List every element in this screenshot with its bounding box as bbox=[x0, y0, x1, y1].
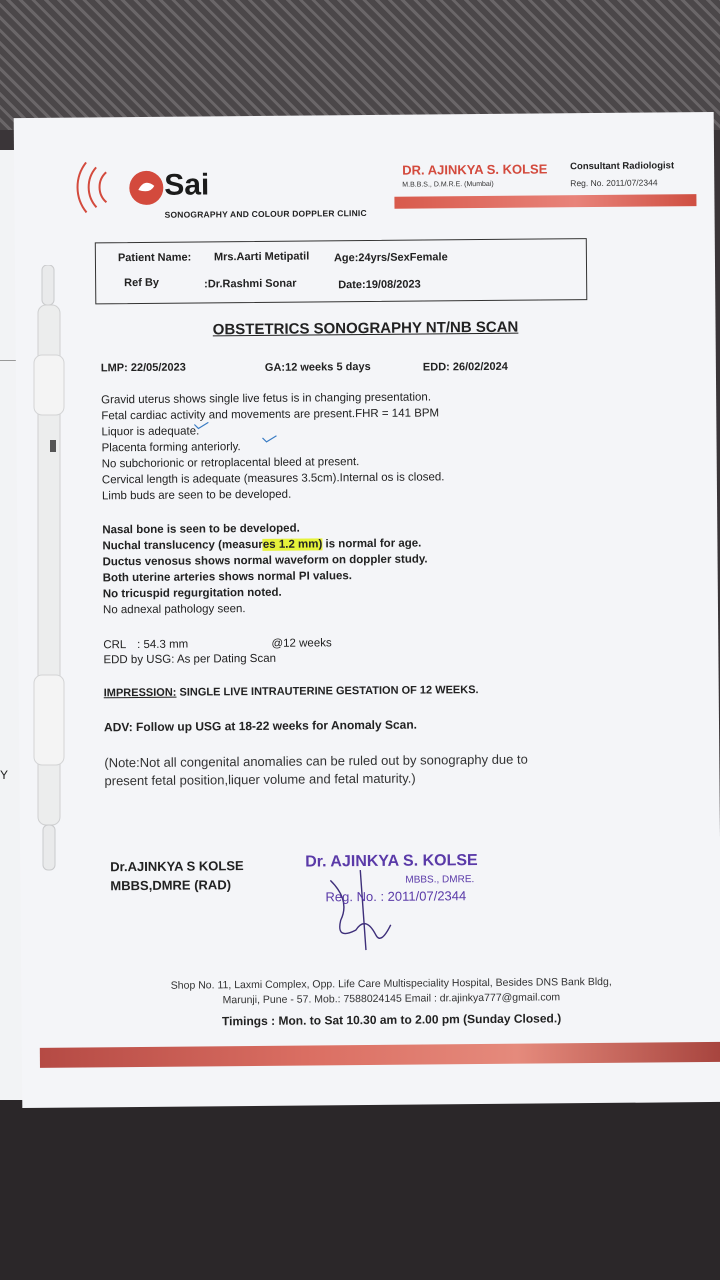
footer-color-band bbox=[40, 1042, 720, 1068]
nt-finding-line: Both uterine arteries shows normal PI values. bbox=[102, 570, 353, 585]
patient-info-box bbox=[95, 238, 588, 304]
clinic-address bbox=[111, 974, 671, 1009]
finding-line: Gravid uterus shows single live fetus is in changing presentation. bbox=[101, 391, 432, 407]
patient-name-value: Mrs.Aarti Metipatil bbox=[213, 250, 310, 264]
impression bbox=[104, 684, 479, 699]
nt-finding-line: Nasal bone is seen to be developed. bbox=[102, 522, 300, 537]
clinic-logo-icon bbox=[66, 152, 177, 223]
note-line: (Note:Not all congenital anomalies can be ruled out by sonography due to bbox=[104, 751, 528, 771]
report-title: OBSTETRICS SONOGRAPHY NT/NB SCAN bbox=[212, 318, 519, 339]
report-date: Date:19/08/2023 bbox=[338, 278, 421, 292]
impression-label: IMPRESSION: bbox=[103, 686, 177, 700]
registration-number: Reg. No. 2011/07/2344 bbox=[570, 177, 658, 189]
stamp-degrees: MBBS., DMRE. bbox=[405, 874, 475, 886]
patient-name-label: Patient Name: bbox=[117, 251, 192, 265]
background-surface bbox=[0, 0, 720, 130]
pen-checkmarks bbox=[192, 415, 312, 461]
designation: Consultant Radiologist bbox=[570, 160, 675, 173]
finding-line: Liquor is adequate. bbox=[101, 425, 200, 439]
finding-line: Limb buds are seen to be developed. bbox=[101, 488, 292, 503]
ref-by-value: :Dr.Rashmi Sonar bbox=[204, 277, 297, 291]
crl-row bbox=[103, 637, 332, 666]
finding-line: Fetal cardiac activity and movements are present.FHR = 141 BPM bbox=[101, 407, 440, 423]
highlighted-measurement: es 1.2 mm) bbox=[262, 538, 323, 551]
edd: EDD: 26/02/2024 bbox=[422, 360, 508, 374]
crl-weeks: @12 weeks bbox=[271, 637, 332, 650]
advice: ADV: Follow up USG at 18-22 weeks for Anomaly Scan. bbox=[103, 717, 418, 735]
header-color-band bbox=[394, 194, 696, 209]
finding-line: No subchorionic or retroplacental bleed at present. bbox=[101, 456, 360, 471]
pen-icon bbox=[28, 265, 70, 875]
table-surface bbox=[0, 1100, 720, 1280]
patient-age-sex: Age:24yrs/SexFemale bbox=[333, 251, 448, 265]
nt-finding-line: No tricuspid regurgitation noted. bbox=[102, 586, 282, 601]
nt-finding-line: Nuchal translucency (measures 1.2 mm) is normal for age. bbox=[102, 537, 422, 553]
address-line: Marunji, Pune - 57. Mob.: 7588024145 Email : dr.ajinkya777@gmail.com bbox=[222, 991, 561, 1007]
lmp: LMP: 22/05/2023 bbox=[100, 361, 186, 375]
crl-value: : 54.3 mm bbox=[137, 638, 189, 652]
address-line: Shop No. 11, Laxmi Complex, Opp. Life Care Multispeciality Hospital, Besides DNS Bank Bldg, bbox=[170, 975, 612, 992]
stamp-name: Dr. AJINKYA S. KOLSE bbox=[305, 852, 478, 871]
clinic-timings: Timings : Mon. to Sat 10.30 am to 2.00 pm (Sunday Closed.) bbox=[221, 1011, 562, 1029]
clinic-name: Sai bbox=[164, 168, 210, 202]
side-sheet-letter: Y bbox=[0, 768, 9, 782]
nt-findings-list bbox=[102, 519, 428, 618]
ref-by-label: Ref By bbox=[124, 276, 160, 290]
clinic-subtitle: SONOGRAPHY AND COLOUR DOPPLER CLINIC bbox=[164, 207, 367, 220]
finding-line: Placenta forming anteriorly. bbox=[101, 441, 241, 455]
disclaimer-note bbox=[104, 751, 528, 791]
stamp-registration: Reg. No. : 2011/07/2344 bbox=[325, 888, 467, 905]
nt-finding-line: No adnexal pathology seen. bbox=[102, 603, 246, 617]
gestational-age: GA:12 weeks 5 days bbox=[264, 360, 371, 374]
pregnancy-dates-row bbox=[100, 358, 561, 375]
doctor-name: DR. AJINKYA S. KOLSE bbox=[402, 161, 548, 178]
signatory-name: Dr.AJINKYA S KOLSE bbox=[110, 858, 244, 875]
edd-by-usg: EDD by USG: As per Dating Scan bbox=[103, 652, 277, 667]
impression-text: SINGLE LIVE INTRAUTERINE GESTATION OF 12 WEEKS. bbox=[176, 684, 479, 699]
doctor-degrees: M.B.B.S., D.M.R.E. (Mumbai) bbox=[402, 180, 494, 189]
note-line: present fetal position,liquer volume and fetal maturity.) bbox=[104, 770, 416, 789]
signatory-degrees: MBBS,DMRE (RAD) bbox=[110, 877, 232, 894]
finding-line: Cervical length is adequate (measures 3.5cm).Internal os is closed. bbox=[101, 471, 445, 487]
crl-label: CRL bbox=[103, 639, 126, 652]
nt-finding-line: Ductus venosus shows normal waveform on doppler study. bbox=[102, 553, 428, 569]
report-page bbox=[14, 112, 720, 1108]
signatory bbox=[110, 856, 244, 895]
